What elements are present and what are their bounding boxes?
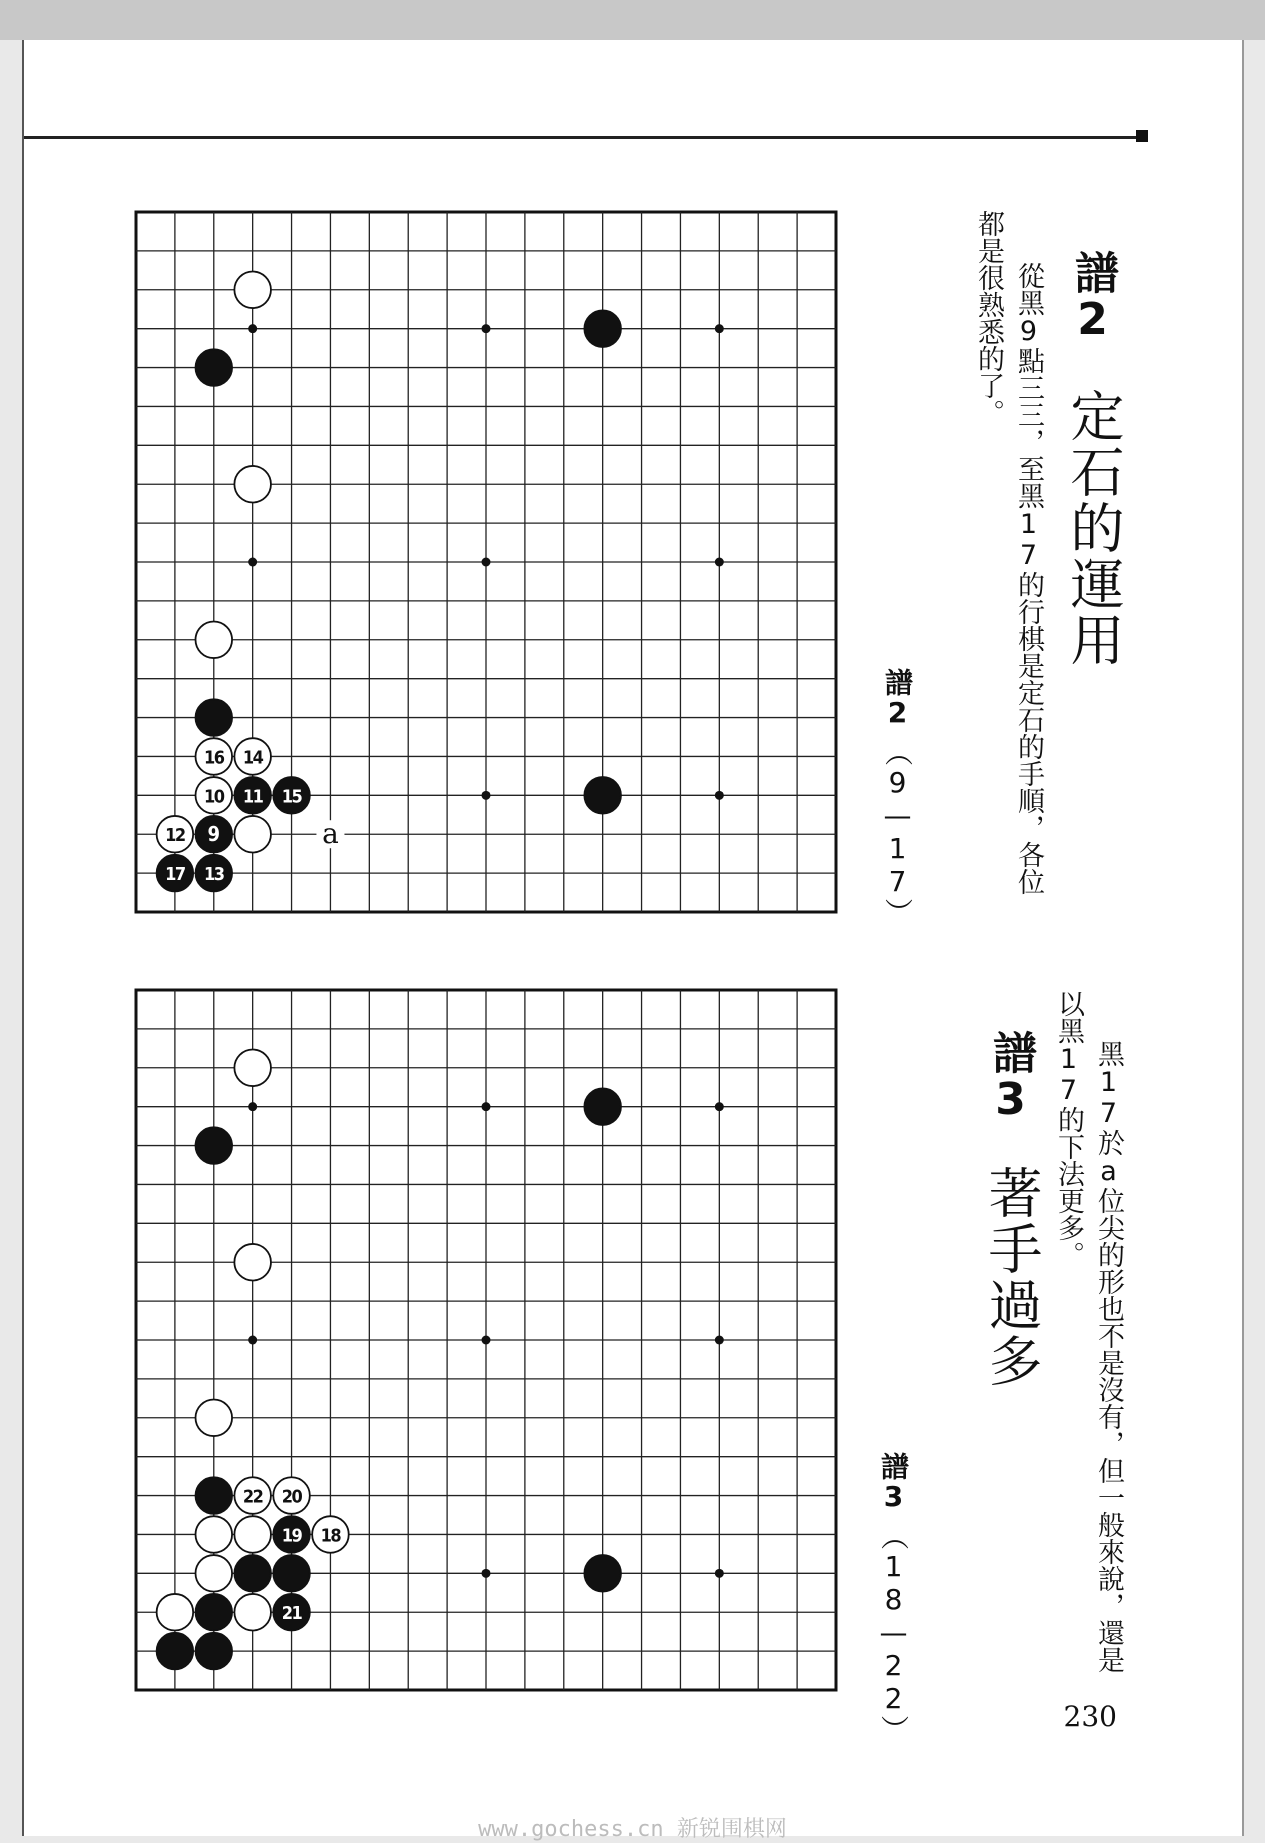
header-rule-end-mark [1136, 130, 1148, 142]
board2-star-point [482, 791, 491, 800]
board3-white-stone [196, 1400, 233, 1437]
board3-black-stone [273, 1555, 310, 1592]
board3-white-stone [234, 1516, 271, 1553]
board2-black-stone [196, 855, 233, 892]
board3-black-stone [196, 1594, 233, 1631]
diagram-2-title: 定石的運用 [1062, 388, 1125, 668]
board3-star-point [715, 1102, 724, 1111]
board2-star-point [482, 324, 491, 333]
board2-star-point [715, 558, 724, 567]
page-number: 230 [1063, 1700, 1117, 1733]
board2-white-stone [196, 738, 233, 775]
board2-move-number: 14 [242, 747, 263, 769]
board3-move-number: 18 [320, 1525, 341, 1547]
board3-white-stone [196, 1516, 233, 1553]
board3-move-number: 19 [281, 1525, 302, 1547]
board3-white-stone [234, 1594, 271, 1631]
board2-white-stone [196, 622, 233, 659]
page-right-edge [1242, 40, 1244, 1836]
board3-black-stone [196, 1127, 233, 1164]
diagram-3-caption-range: （18—22） [877, 1522, 910, 1743]
board3-star-point [715, 1336, 724, 1345]
diagram-3-tag: 譜3 [985, 1030, 1036, 1125]
board2-star-point [482, 558, 491, 567]
board2-black-stone [157, 855, 194, 892]
board2-move-number: 9 [207, 822, 221, 847]
board2-white-stone [157, 816, 194, 853]
go-board-diagram-3 [126, 980, 846, 1700]
diagram-2-body-line-2: 都是很熟悉的了。 [973, 210, 1004, 426]
board2-white-stone [234, 272, 271, 309]
board2-annotation-a: a [322, 817, 339, 851]
board2-white-stone [196, 777, 233, 814]
board2-black-stone [584, 310, 621, 347]
board2-move-number: 17 [165, 864, 185, 886]
board3-black-stone [196, 1477, 233, 1514]
diagram-2-caption-label: 譜2 [881, 668, 914, 729]
board3-white-stone [234, 1477, 271, 1514]
board2-move-number: 16 [204, 747, 224, 769]
board2-black-stone [273, 777, 310, 814]
header-rule [24, 136, 1144, 139]
diagram-3-body-line-2: 以黑17的下法更多。 [1053, 990, 1084, 1268]
board2-move-number: 15 [281, 786, 302, 808]
board3-move-number: 21 [281, 1603, 302, 1625]
board2-star-point [715, 324, 724, 333]
scan-top-band [0, 0, 1265, 40]
board3-star-point [482, 1569, 491, 1578]
board3-white-stone [196, 1555, 233, 1592]
diagram-2-body-line-1: 從黑9點三三，至黑17的行棋是定石的手順，各位 [1013, 262, 1044, 895]
board2-star-point [248, 324, 257, 333]
board3-white-stone [234, 1244, 271, 1281]
board3-black-stone [584, 1555, 621, 1592]
watermark-footer: www.gochess.cn 新锐围棋网 [478, 1817, 787, 1842]
board2-move-number: 13 [204, 864, 224, 886]
diagram-3-body-line-1: 黑17於a位尖的形也不是沒有，但一般來說，還是 [1093, 1040, 1124, 1673]
board2-star-point [715, 791, 724, 800]
board3-star-point [482, 1102, 491, 1111]
board2-black-stone [196, 816, 233, 853]
board3-move-number: 20 [281, 1486, 302, 1508]
diagram-2-caption-range: （9—17） [881, 738, 914, 926]
board2-move-number: 12 [165, 825, 185, 847]
board3-black-stone [157, 1633, 194, 1670]
board3-star-point [248, 1102, 257, 1111]
board3-star-point [248, 1336, 257, 1345]
board3-white-stone [234, 1050, 271, 1087]
go-board-diagram-2 [126, 202, 846, 922]
board3-black-stone [234, 1555, 271, 1592]
board2-white-stone [234, 816, 271, 853]
diagram-3-caption-label: 譜3 [877, 1452, 910, 1513]
board3-black-stone [273, 1516, 310, 1553]
board3-black-stone [273, 1594, 310, 1631]
board2-move-number: 11 [242, 786, 263, 808]
board3-star-point [715, 1569, 724, 1578]
diagram-3-title: 著手過多 [980, 1165, 1043, 1389]
board2-white-stone [234, 738, 271, 775]
board2-black-stone [196, 699, 233, 736]
board3-move-number: 22 [242, 1486, 263, 1508]
board3-white-stone [312, 1516, 349, 1553]
diagram-2-tag: 譜2 [1067, 250, 1118, 345]
board2-black-stone [584, 777, 621, 814]
board2-black-stone [234, 777, 271, 814]
board3-white-stone [273, 1477, 310, 1514]
board2-white-stone [234, 466, 271, 503]
board2-move-number: 10 [204, 786, 224, 808]
board2-star-point [248, 558, 257, 567]
board3-black-stone [584, 1088, 621, 1125]
board3-star-point [482, 1336, 491, 1345]
board2-black-stone [196, 349, 233, 386]
board3-white-stone [157, 1594, 194, 1631]
board3-black-stone [196, 1633, 233, 1670]
